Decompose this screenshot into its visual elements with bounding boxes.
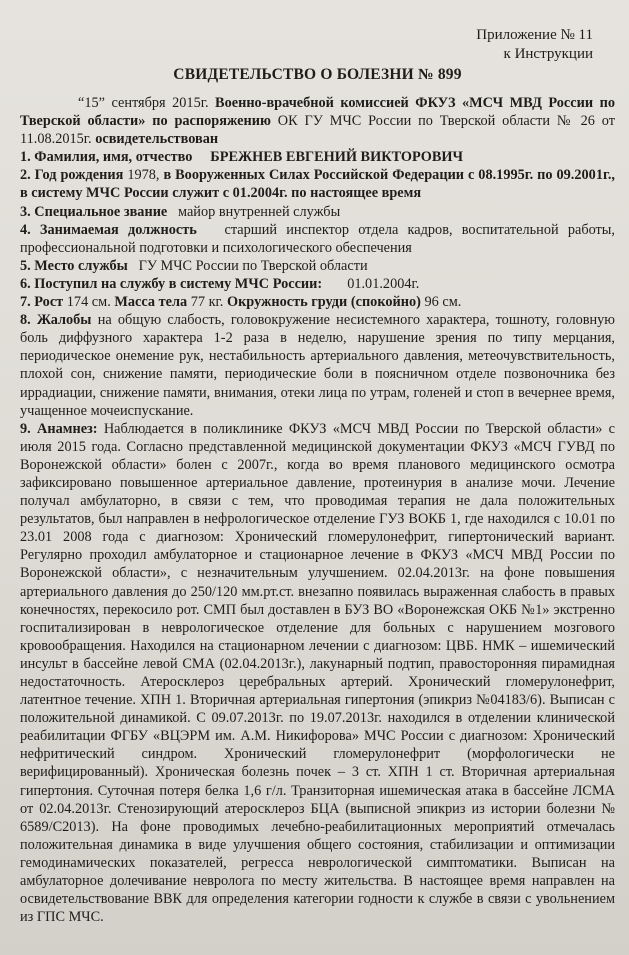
item-entered <box>20 275 615 293</box>
appendix-note <box>20 26 615 64</box>
appendix-line-2: к Инструкции <box>503 46 593 62</box>
item-birth <box>20 166 615 202</box>
anamnesis-history: Согласно представленной медицинской документации ФКУЗ «МСЧ ГУВД по Воронежской области» болен с 2007г., когда во время планового медицинского осмотра зафиксировано повышенное артериальное давление, протеинурия в анализе мочи. Лечение получал амбулаторно, в связи с тем, что проводимая терапия не дала положительных результатов, был направлен в нефрологическое отделение ГУЗ ВОКБ 1, где находился с 10.01 по 23.01 2008 года с диагнозом: Хронический гломерулонефрит, гипертонический вариант. Регулярно проходил амбулаторное и стационарное лечение в ФКУЗ «МСЧ МВД России по Воронежской области», с незначительным улучшением. 02.04.2013г. на фоне повышения артериального давления до 250/120 мм.рт.ст. внезапно появилась выраженная слабость в правых конечностях, перекосило рот. СМП был доставлен в БУЗ ВО «Воронежская ОКБ №1» экстренно госпитализирован в неврологическое отделение для больных с нарушением мозгового кровообращения. Находился на стационарном лечении с диагнозом: ЦВБ. НМК – ишемический инсульт в бассейне левой СМА (02.04.2013г.), лакунарный подтип, правосторонняя пирамидная недостаточность. Атеросклероз церебральных артерий. Хронический гломерулонефрит, латентное течение. ХПН 1. Вторичная артериальная гипертония (эпикриз №04183/6). Выписан с положительной динамикой. С 09.07.2013г. по 19.07.2013г. находился в отделении клинической реабилитации ФГБУ «ВЦЭРМ им. А.М. Никифорова» МЧС России с диагнозом: Хронический нефритический синдром. Хронический гломерулонефрит (морфологически не верифицированный). Хроническая болезнь почек – 3 ст. ХПН 1 ст. Вторичная артериальная гипертония. Суточная потеря белка 1,6 г/л. Транзиторная ишемическая атака в бассейне ЛСМА от 02.04.2013г. Стенозирующий атеросклероз БЦА (выписной эпикриз из истории болезни № 6589/С2013). На фоне проводимых лечебно-реабилитационных мероприятий отмечалась положительная динамика в виде улучшения общего состояния, стабилизации и оптимизации гемодинамических показателей, регресса неврологической симптоматики. Выписан на амбулаторное долечивание невролога по месту жительства. В настоящее время направлен на освидетельствование ВВК для определения категории годности к службе в связи с увольнением из ГПС МЧС. <box>20 438 615 926</box>
weight-label: Масса тела <box>114 294 188 311</box>
chest-value: 96 см. <box>424 294 462 311</box>
item-name <box>20 148 615 166</box>
item-place <box>20 257 615 275</box>
place-value: ГУ МЧС России по Тверской области <box>138 257 368 274</box>
name-value: БРЕЖНЕВ ЕВГЕНИЙ ВИКТОРОВИЧ <box>210 149 463 166</box>
entered-label: 6. Поступил на службу в систему МЧС России: <box>20 275 323 292</box>
item-complaints <box>20 311 615 420</box>
document-title: СВИДЕТЕЛЬСТВО О БОЛЕЗНИ № 899 <box>173 66 462 83</box>
appendix-line-1: Приложение № 11 <box>476 27 593 43</box>
anamnesis-intro: Наблюдается в поликлинике ФКУЗ «МСЧ МВД России по Тверской области» с июля 2015 года. <box>20 420 616 455</box>
weight-value: 77 кг. <box>190 294 224 311</box>
place-label: 5. Место службы <box>20 257 128 274</box>
complaints-label: 8. Жалобы <box>20 312 92 329</box>
intro-date: “15” сентября 2015г. <box>78 95 209 111</box>
item-anthropometry <box>20 293 615 311</box>
item-anamnesis <box>20 420 615 927</box>
intro-examined: освидетельствован <box>95 131 219 148</box>
birth-service: в Вооруженных Силах Российской Федерации с 08.1995г. по 09.2001г., в систему МЧС России служит с 01.2004г. по настоящее время <box>20 167 616 202</box>
complaints-value: на общую слабость, головокружение несистемного характера, тошноту, головную боль диффузного характера 1-2 раза в неделю, нарушение зрения по типу мерцания, периодическое онемение рук, нестабильность артериального давления, метеочувствительность, плохой сон, снижение памяти, периодические боли в поясничном отделе позвоночника без иррадиации, снижение памяти, внимания, отеки лица по утрам, голеней и стоп в вечернее время, учащенное мочеиспускание. <box>20 312 615 419</box>
anamnesis-label: 9. Анамнез: <box>20 420 98 437</box>
intro-order: ОК ГУ МЧС России по Тверской области № 26 от 11.08.2015г. <box>20 113 615 148</box>
chest-label: Окружность груди (спокойно) <box>226 294 421 311</box>
position-label: 4. Занимаемая должность <box>20 221 197 238</box>
rank-label: 3. Специальное звание <box>20 203 168 220</box>
birth-year: 1978, <box>127 167 160 184</box>
height-label: 7. Рост <box>20 294 64 311</box>
intro-commission: Военно-врачебной комиссией ФКУЗ «МСЧ МВД России по Тверской области» по распоряжению <box>20 95 615 130</box>
document-body <box>20 94 615 926</box>
birth-label: 2. Год рождения <box>20 167 124 184</box>
entered-value: 01.01.2004г. <box>347 275 420 292</box>
name-label: 1. Фамилия, имя, отчество <box>20 149 193 166</box>
intro-paragraph <box>20 94 615 148</box>
item-rank <box>20 203 615 221</box>
position-value: старший инспектор отдела кадров, воспитательной работы, профессиональной подготовки и психологического обеспечения <box>20 221 615 256</box>
item-position <box>20 221 615 257</box>
height-value: 174 см. <box>66 294 111 311</box>
rank-value: майор внутренней службы <box>178 203 341 220</box>
